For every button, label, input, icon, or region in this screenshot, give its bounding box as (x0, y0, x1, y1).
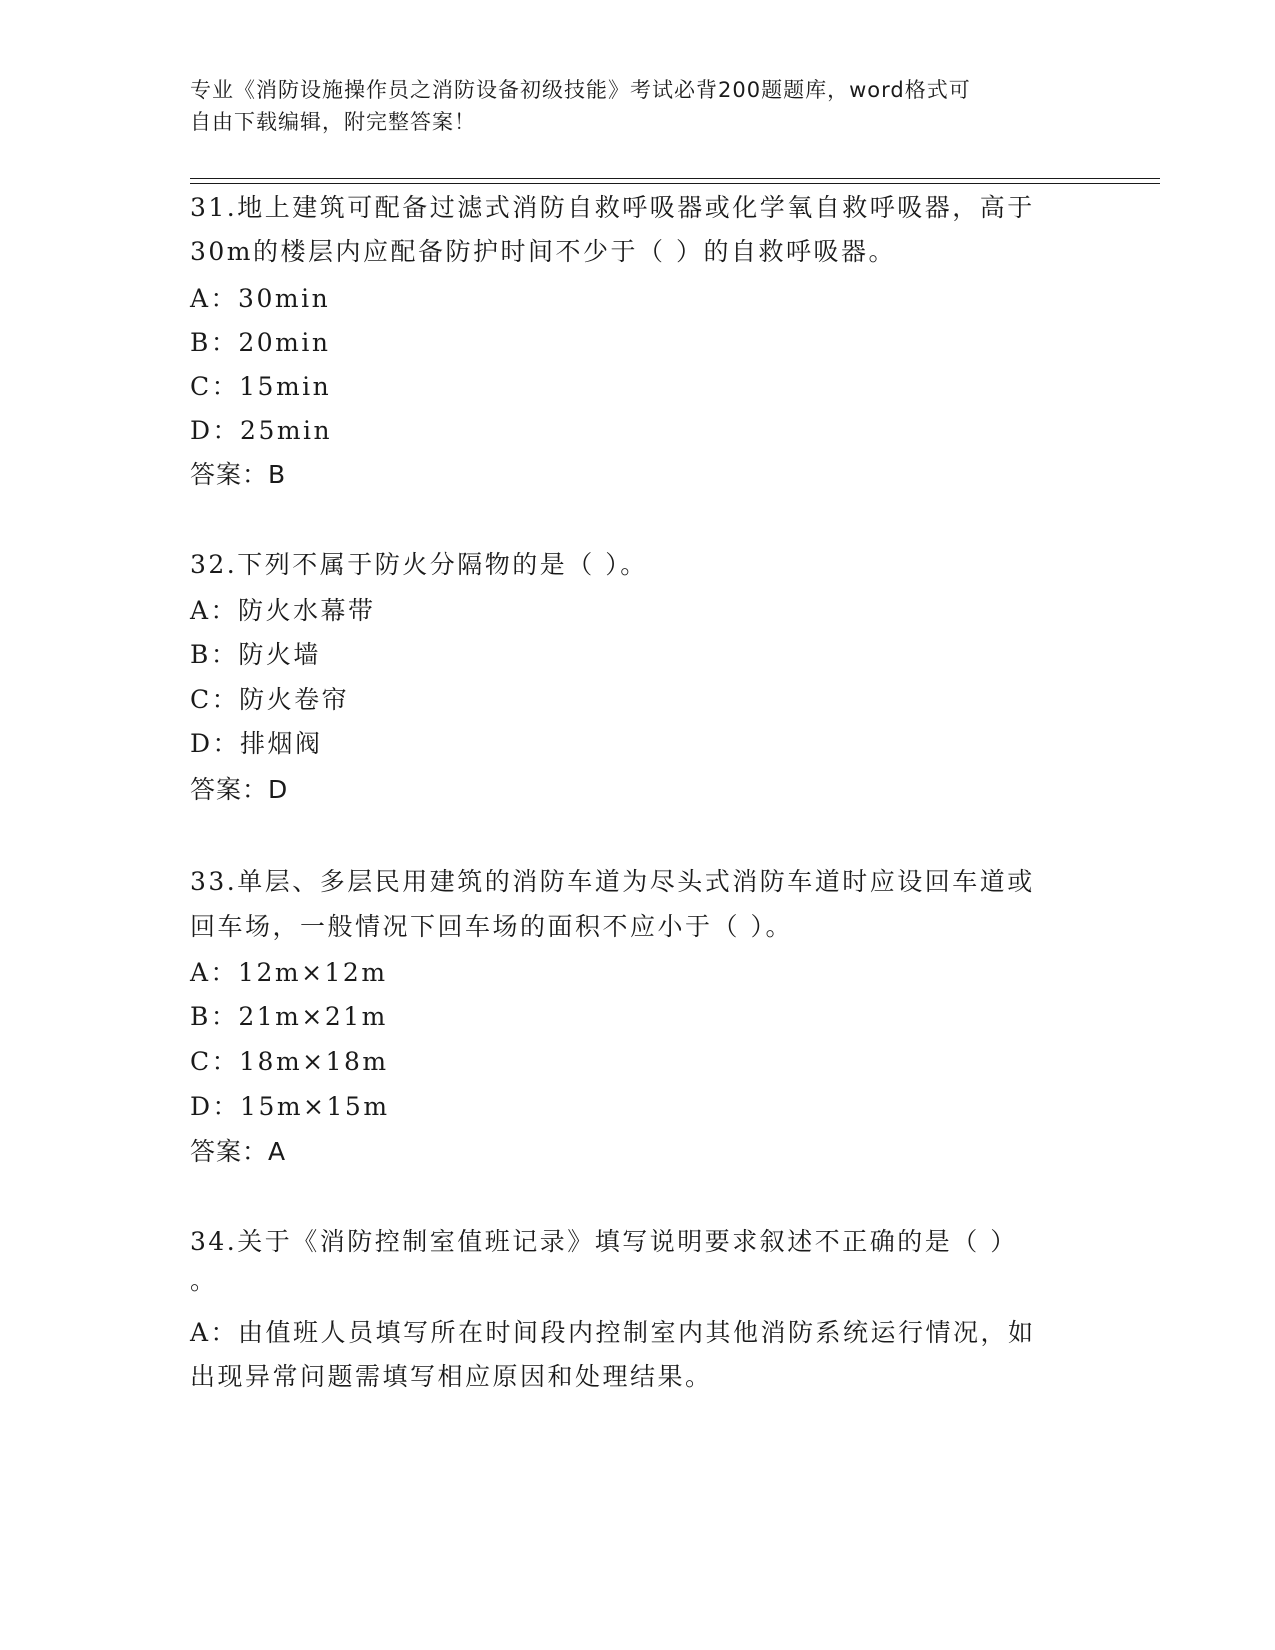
question-34-option-a-line-2: 出现异常问题需填写相应原因和处理结果。 (190, 1362, 713, 1391)
question-31-stem-line-1: 31.地上建筑可配备过滤式消防自救呼吸器或化学氧自救呼吸器，高于 (190, 193, 1035, 222)
question-33-option-c: C：18m×18m (190, 1047, 389, 1076)
question-32-option-c: C：防火卷帘 (190, 685, 350, 714)
question-34-option-a-line-1: A：由值班人员填写所在时间段内控制室内其他消防系统运行情况，如 (190, 1318, 1036, 1347)
question-34-stem-line-2: 。 (190, 1266, 218, 1295)
question-31-option-a: A：30min (190, 284, 331, 313)
question-32-option-a: A：防火水幕带 (190, 596, 376, 625)
question-33-stem-line-1: 33.单层、多层民用建筑的消防车道为尽头式消防车道时应设回车道或 (190, 867, 1035, 896)
question-31-option-d: D：25min (190, 416, 333, 445)
question-31-stem-line-2: 30m的楼层内应配备防护时间不少于（ ）的自救呼吸器。 (190, 237, 896, 266)
question-32-option-b: B：防火墙 (190, 640, 321, 669)
question-33-option-a: A：12m×12m (190, 958, 388, 987)
header-divider-top (190, 178, 1160, 179)
header-divider-bottom (190, 183, 1160, 184)
question-33-answer: 答案：A (190, 1137, 287, 1166)
question-31-answer: 答案：B (190, 460, 287, 489)
document-intro: 专业《消防设施操作员之消防设备初级技能》考试必背200题题库，word格式可 自由下载编辑，附完整答案！ (190, 78, 971, 134)
question-31-option-b: B：20min (190, 328, 331, 357)
question-31-option-c: C：15min (190, 372, 332, 401)
question-32-option-d: D：排烟阀 (190, 729, 323, 758)
question-32-answer: 答案：D (190, 775, 289, 804)
question-33-option-d: D：15m×15m (190, 1092, 390, 1121)
question-33-stem-line-2: 回车场，一般情况下回车场的面积不应小于（ ）。 (190, 912, 793, 941)
question-32-stem-line-1: 32.下列不属于防火分隔物的是（ ）。 (190, 550, 648, 579)
question-33-option-b: B：21m×21m (190, 1002, 388, 1031)
question-34-stem-line-1: 34.关于《消防控制室值班记录》填写说明要求叙述不正确的是（ ） (190, 1227, 1018, 1256)
